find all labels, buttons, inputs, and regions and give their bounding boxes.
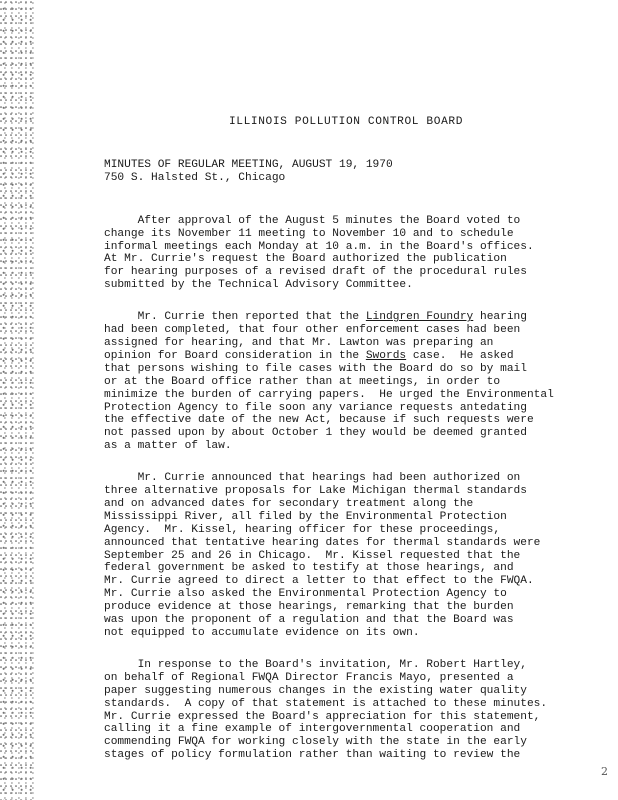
text-line: change its November 11 meeting to November 10 and to schedule: [104, 227, 514, 240]
text-line: Protection Agency to file soon any variance requests antedating: [104, 401, 527, 414]
text-span: hearing: [473, 311, 527, 324]
paragraph-4: [104, 659, 604, 762]
text-line: minimize the burden of carrying papers. He urged the Environmental: [104, 388, 554, 401]
text-line: stages of policy formulation rather than waiting to review the: [104, 749, 521, 762]
text-line: the effective date of the new Act, because if such requests were: [104, 414, 534, 427]
text-line: Mr. Currie announced that hearings had been authorized on: [104, 472, 521, 485]
meeting-heading: [104, 159, 604, 185]
text-line: not passed upon by about October 1 they would be deemed granted: [104, 427, 527, 440]
text-span: case. He asked: [406, 349, 514, 362]
text-line: assigned for hearing, and that Mr. Lawton was preparing an: [104, 336, 494, 349]
case-name-underlined: Lindgren Foundry: [365, 311, 474, 324]
text-line: submitted by the Technical Advisory Committee.: [104, 279, 413, 292]
document-page: [104, 116, 604, 781]
text-line: had been completed, that four other enforcement cases had been: [104, 324, 521, 337]
text-line: as a matter of law.: [104, 440, 232, 453]
text-line: At Mr. Currie's request the Board authorized the publication: [104, 253, 507, 266]
text-line: [104, 350, 604, 363]
case-name-underlined: Swords: [365, 349, 407, 362]
text-line: or at the Board office rather than at meetings, in order to: [104, 375, 501, 388]
text-line: Mr. Currie also asked the Environmental Protection Agency to: [104, 588, 507, 601]
text-line: Mississippi River, all filed by the Environmental Protection: [104, 510, 507, 523]
text-line: for hearing purposes of a revised draft of the procedural rules: [104, 266, 527, 279]
text-line: In response to the Board's invitation, Mr. Robert Hartley,: [104, 658, 527, 671]
text-line: not equipped to accumulate evidence on its own.: [104, 627, 420, 639]
text-line: that persons wishing to file cases with the Board do so by mail: [104, 362, 527, 375]
text-line: produce evidence at those hearings, remarking that the burden: [104, 601, 514, 614]
text-line: calling it a fine example of intergovernmental cooperation and: [104, 723, 521, 736]
meeting-location-line: 750 S. Halsted St., Chicago: [104, 171, 286, 184]
text-line: Mr. Currie expressed the Board's appreciation for this statement,: [104, 710, 541, 723]
text-line: After approval of the August 5 minutes the Board voted to: [104, 214, 521, 227]
text-line: Agency. Mr. Kissel, hearing officer for these proceedings,: [104, 523, 501, 536]
text-line: was upon the proponent of a regulation and that the Board was: [104, 614, 514, 627]
page-number: 2: [601, 765, 608, 778]
text-line: federal government be asked to testify at those hearings, and: [104, 562, 514, 575]
text-line: announced that tentative hearing dates for thermal standards were: [104, 536, 541, 549]
text-line: and on advanced dates for secondary treatment along the: [104, 497, 474, 510]
text-line: Mr. Currie agreed to direct a letter to that effect to the FWQA.: [104, 575, 534, 588]
text-line: [104, 311, 604, 324]
text-line: informal meetings each Monday at 10 a.m. in the Board's offices.: [104, 240, 534, 253]
text-span: Mr. Currie then reported that the: [104, 311, 366, 324]
text-line: on behalf of Regional FWQA Director Francis Mayo, presented a: [104, 671, 514, 684]
scan-noise-edge: [0, 0, 34, 800]
document-title: ILLINOIS POLLUTION CONTROL BOARD: [228, 116, 464, 128]
text-span: opinion for Board consideration in the: [104, 349, 366, 362]
paragraph-2: [104, 311, 604, 453]
meeting-date-line: MINUTES OF REGULAR MEETING, AUGUST 19, 1970: [104, 158, 393, 171]
paragraph-3: [104, 472, 604, 640]
text-line: three alternative proposals for Lake Michigan thermal standards: [104, 485, 527, 498]
paragraph-1: [104, 215, 604, 292]
text-line: paper suggesting numerous changes in the existing water quality: [104, 684, 527, 697]
text-line: commending FWQA for working closely with the state in the early: [104, 736, 527, 749]
text-line: standards. A copy of that statement is attached to these minutes.: [104, 697, 548, 710]
text-line: September 25 and 26 in Chicago. Mr. Kissel requested that the: [104, 549, 521, 562]
